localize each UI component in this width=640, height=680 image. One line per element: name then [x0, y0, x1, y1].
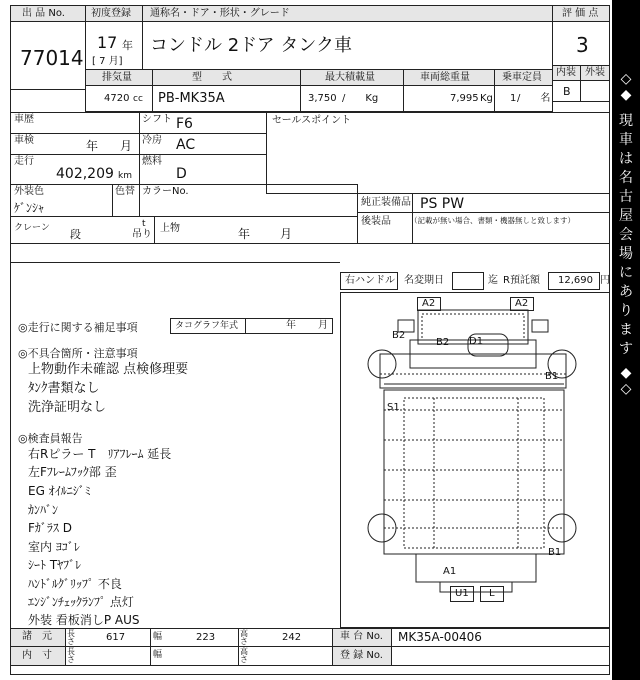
defect-item: 上物動作未確認 点検修理要 — [28, 362, 189, 377]
damage-label: S1 — [387, 402, 400, 413]
crane-label: クレーン — [14, 223, 50, 233]
tacho-year: 年 — [286, 320, 296, 331]
side-char: 会 — [619, 227, 633, 243]
tacho-label: タコグラフ年式 — [175, 321, 239, 331]
reg-label: 初度登録 — [91, 8, 131, 19]
fuel: D — [176, 166, 187, 182]
model: PB-MK35A — [158, 91, 225, 106]
model-label: 型 式 — [192, 72, 232, 83]
inspector-item: 室内 ﾖｺﾞﾚ — [28, 540, 80, 554]
history-label: 車歴 — [14, 114, 34, 125]
inner-length-label: 長さ — [67, 647, 75, 664]
exterior-grade-cell — [580, 80, 610, 102]
color-no-label: 色替 — [115, 186, 135, 197]
upper-year: 年 — [238, 227, 251, 241]
color: ｹﾞﾝｼｬ — [14, 201, 45, 215]
ac: AC — [176, 137, 196, 153]
reg-no-label: 登 録 No. — [340, 650, 383, 661]
inspector-label: ◎検査員報告 — [18, 432, 83, 445]
drive-notes-label: ◎走行に関する補足事項 — [18, 321, 138, 334]
inner-row — [65, 646, 333, 666]
mileage-unit: km — [118, 171, 132, 181]
width-label: 幅 — [153, 632, 163, 642]
inspector-item: ｼｰﾄ Tﾔﾌﾞﾚ — [28, 558, 82, 572]
inspection-year: 年 — [86, 139, 99, 153]
inner-width-label: 幅 — [153, 650, 163, 660]
shift-label: シフト — [142, 114, 172, 125]
side-char: ま — [619, 322, 633, 338]
seats-label: 乗車定員 — [502, 72, 542, 83]
reg-month: [ 7 月] — [92, 56, 123, 67]
damage-label: B1 — [548, 547, 562, 558]
defect-item: ﾀﾝｸ書類なし — [28, 381, 100, 396]
inspection-label: 車検 — [14, 135, 34, 146]
options-label: 純正装備品 — [361, 197, 411, 208]
inspector-item: 外装 看板消しP AUS — [28, 613, 140, 627]
damage-label: A1 — [443, 566, 457, 577]
damage-label: B2 — [392, 330, 406, 341]
exterior-label: 外装 — [585, 67, 605, 78]
crane-stage: 段 — [70, 228, 81, 241]
damage-label: D1 — [469, 336, 484, 347]
shift: F6 — [176, 116, 193, 132]
length-label: 長さ — [67, 629, 75, 646]
capacity-label: 最大積載量 — [325, 72, 375, 83]
mileage: 402,209 — [56, 166, 114, 182]
side-char: ◆ — [620, 87, 632, 103]
aftermarket-note: （記載が無い場合、書類・機器無しと致します） — [410, 216, 575, 225]
side-char: に — [619, 265, 633, 281]
chassis: MK35A-00406 — [398, 630, 482, 644]
r-mileage-label: R預託額 — [503, 275, 540, 286]
chassis-label: 車 台 No. — [340, 631, 383, 642]
upper-label: 上物 — [160, 223, 180, 234]
height-label: 高さ — [240, 629, 248, 646]
title-change-label: 名変期日 — [404, 275, 444, 286]
side-char: ◆ — [620, 365, 632, 381]
options: PS PW — [420, 196, 465, 212]
steering: 右ハンドル — [345, 275, 395, 286]
side-banner — [612, 0, 640, 680]
reg-no-cell — [391, 646, 610, 666]
upper-month: 月 — [280, 227, 293, 241]
damage-label: L — [489, 588, 495, 599]
gross: 7,995 — [450, 93, 479, 104]
damage-label: A2 — [422, 298, 436, 309]
inspection-month: 月 — [120, 139, 133, 153]
inspector-item: ｴﾝｼﾞﾝﾁｪｯｸﾗﾝﾌﾟ 点灯 — [28, 595, 134, 609]
side-char: 車 — [619, 132, 633, 148]
r-unit: 円 — [600, 275, 610, 286]
grade-label: 評 価 点 — [562, 8, 599, 19]
tacho-month: 月 — [318, 320, 328, 331]
color-code-label: カラーNo. — [142, 186, 189, 197]
side-char: 屋 — [619, 208, 633, 224]
spec-label-row — [85, 69, 553, 86]
gross-unit: Kg — [480, 93, 493, 104]
side-char: あ — [619, 284, 633, 300]
inspector-item: EG ｵｲﾙﾆｼﾞﾐ — [28, 484, 91, 498]
side-char: ◇ — [620, 71, 632, 87]
side-char: 名 — [619, 170, 633, 186]
r-label: 迄 — [488, 275, 498, 286]
side-char: 古 — [619, 189, 633, 205]
damage-label: B1 — [545, 371, 559, 382]
title-change-box — [452, 272, 484, 290]
interior-grade: B — [563, 85, 571, 98]
car-name: コンドル 2ドア タンク車 — [150, 35, 352, 56]
defect-item: 洗浄証明なし — [28, 400, 107, 415]
damage-label: A2 — [515, 298, 529, 309]
displacement-unit: cc — [133, 94, 143, 104]
damage-label: U1 — [455, 588, 469, 599]
defect-label: ◎不具合箇所・注意事項 — [18, 347, 138, 360]
side-char: ◇ — [620, 381, 632, 397]
inspector-item: 左Fﾌﾚｰﾑﾌｯｸ部 歪 — [28, 465, 117, 479]
dims-label: 諸 元 — [22, 631, 52, 642]
side-char: 場 — [619, 246, 633, 262]
width: 223 — [196, 632, 216, 643]
inspector-item: Fｶﾞﾗｽ D — [28, 521, 72, 535]
reg-year: 17 — [97, 33, 118, 52]
interior-label: 内装 — [556, 67, 576, 78]
grade: 3 — [576, 33, 589, 57]
capacity-unit: / Kg — [342, 93, 379, 104]
side-char: 現 — [619, 113, 633, 129]
crane-ton-top: t — [142, 219, 146, 229]
lot-no: 77014 — [20, 46, 84, 70]
length: 617 — [106, 632, 126, 643]
lot-label: 出 品 No. — [22, 8, 65, 19]
inspector-item: ﾊﾝﾄﾞﾙｸﾞﾘｯﾌﾟ 不良 — [28, 577, 122, 591]
displacement: 4720 — [104, 93, 130, 104]
aftermarket-label: 後装品 — [361, 216, 391, 227]
side-char: す — [619, 341, 633, 357]
side-char: は — [619, 151, 633, 167]
displacement-label: 排気量 — [102, 72, 132, 83]
height: 242 — [282, 632, 302, 643]
r-mileage: 12,690 — [558, 275, 593, 286]
inspector-item: 右Rピラー T ﾘｱﾌﾚｰﾑ 延長 — [28, 447, 172, 461]
gross-label: 車両総重量 — [420, 72, 470, 83]
reg-year-unit: 年 — [122, 39, 133, 52]
inspector-item: ｶﾝﾊﾞﾝ — [28, 503, 59, 517]
inner-height-label: 高さ — [240, 647, 248, 664]
damage-label: B2 — [436, 337, 450, 348]
sales-label: セールスポイント — [272, 115, 352, 126]
inner-label: 内 寸 — [22, 650, 52, 661]
seats: 1 — [510, 93, 517, 104]
crane-ton: 吊り — [132, 229, 152, 240]
side-char: り — [619, 303, 633, 319]
name-label: 通称名・ドア・形状・グレード — [150, 8, 290, 19]
seats-unit: / 名 — [517, 93, 551, 104]
ac-label: 冷房 — [142, 135, 162, 146]
capacity: 3,750 — [308, 93, 337, 104]
mileage-label: 走行 — [14, 156, 34, 167]
upper-cell — [154, 216, 358, 244]
color-label: 外装色 — [14, 186, 44, 197]
fuel-label: 燃料 — [142, 156, 162, 167]
